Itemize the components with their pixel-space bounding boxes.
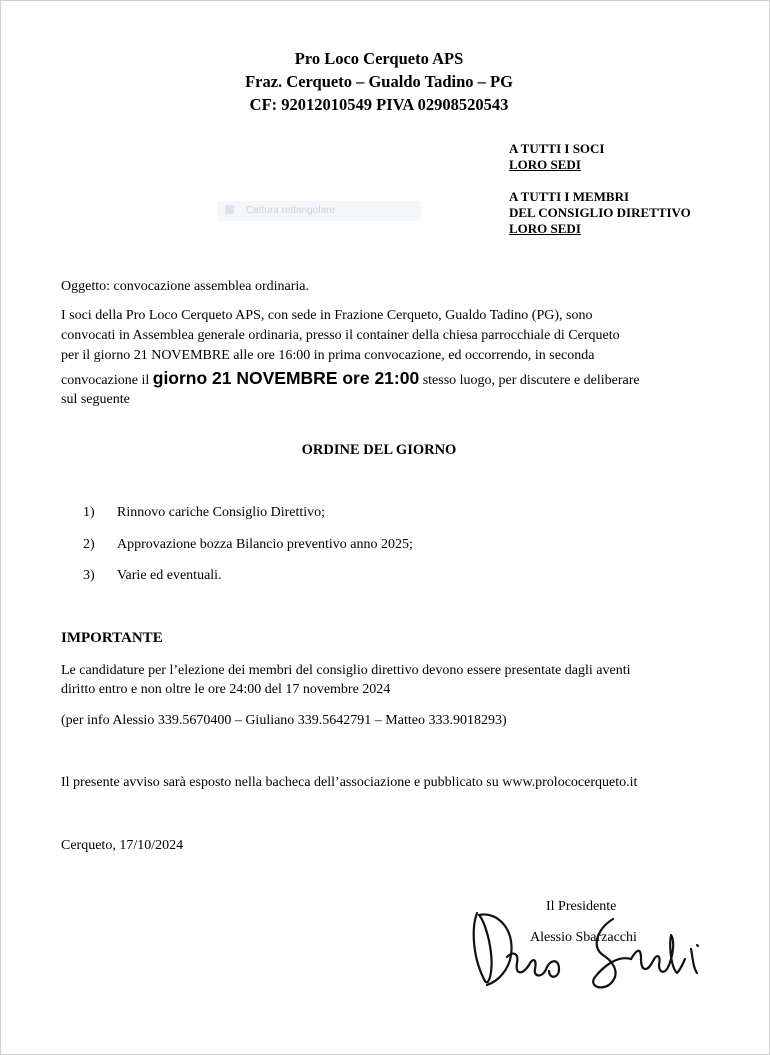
association-name: Pro Loco Cerqueto APS (294, 49, 464, 68)
ghost-capture-label: Cattura rettangolare (246, 205, 335, 216)
association-tax-ids: CF: 92012010549 PIVA 02908520543 (249, 95, 509, 114)
recipient-line: DEL CONSIGLIO DIRETTIVO (509, 205, 691, 220)
agenda-item-text: Approvazione bozza Bilancio preventivo anno 2025; (117, 537, 413, 552)
handwritten-signature (463, 901, 713, 993)
subject-line: Oggetto: convocazione assemblea ordinaria. (61, 279, 310, 294)
recipients-members (509, 141, 605, 173)
paragraph-line: convocati in Assemblea generale ordinaria, presso il container della chiesa parrocchiale di Cerqueto (61, 328, 620, 343)
agenda-item-number: 2) (83, 537, 95, 552)
recipients-board (509, 189, 691, 237)
paragraph-line: convocazione il giorno 21 NOVEMBRE ore 21:00 stesso luogo, per discutere e deliberare (61, 368, 640, 388)
paragraph-line: I soci della Pro Loco Cerqueto APS, con sede in Frazione Cerqueto, Gualdo Tadino (PG), sono (61, 308, 593, 323)
agenda-item-text: Rinnovo cariche Consiglio Direttivo; (117, 505, 326, 520)
agenda-item-text: Varie ed eventuali. (117, 568, 222, 583)
paragraph-line: sul seguente (61, 392, 130, 407)
paragraph-line: per il giorno 21 NOVEMBRE alle ore 16:00 in prima convocazione, ed occorrendo, in seconda (61, 348, 595, 363)
agenda-title: ORDINE DEL GIORNO (301, 442, 457, 458)
signature-title: Il Presidente (546, 899, 617, 914)
recipient-line: A TUTTI I MEMBRI (509, 189, 630, 204)
publication-notice: Il presente avviso sarà esposto nella bacheca dell’associazione e pubblicato su www.prolococerqueto.it (61, 775, 638, 790)
letterhead (1, 47, 757, 116)
agenda-item-number: 3) (83, 568, 95, 583)
contact-info: (per info Alessio 339.5670400 – Giuliano 339.5642791 – Matteo 333.9018293) (61, 713, 507, 728)
agenda-item-number: 1) (83, 505, 95, 520)
association-address: Fraz. Cerqueto – Gualdo Tadino – PG (245, 72, 513, 91)
recipient-line: LORO SEDI (509, 157, 581, 172)
place-date: Cerqueto, 17/10/2024 (61, 838, 184, 853)
capture-icon (225, 205, 234, 214)
recipient-line: A TUTTI I SOCI (509, 141, 605, 156)
important-line: Le candidature per l’elezione dei membri del consiglio direttivo devono essere presentate dagli aventi (61, 663, 631, 678)
important-text (61, 661, 728, 699)
second-call-emphasis: giorno 21 NOVEMBRE ore 21:00 (152, 368, 420, 388)
signature-name: Alessio Sbarzacchi (530, 930, 637, 945)
important-line: diritto entro e non oltre le ore 24:00 del 17 novembre 2024 (61, 682, 391, 697)
convocation-paragraph (61, 306, 728, 410)
recipient-line: LORO SEDI (509, 221, 581, 236)
important-heading: IMPORTANTE (61, 630, 163, 646)
ghost-capture-toolbar (217, 201, 421, 221)
